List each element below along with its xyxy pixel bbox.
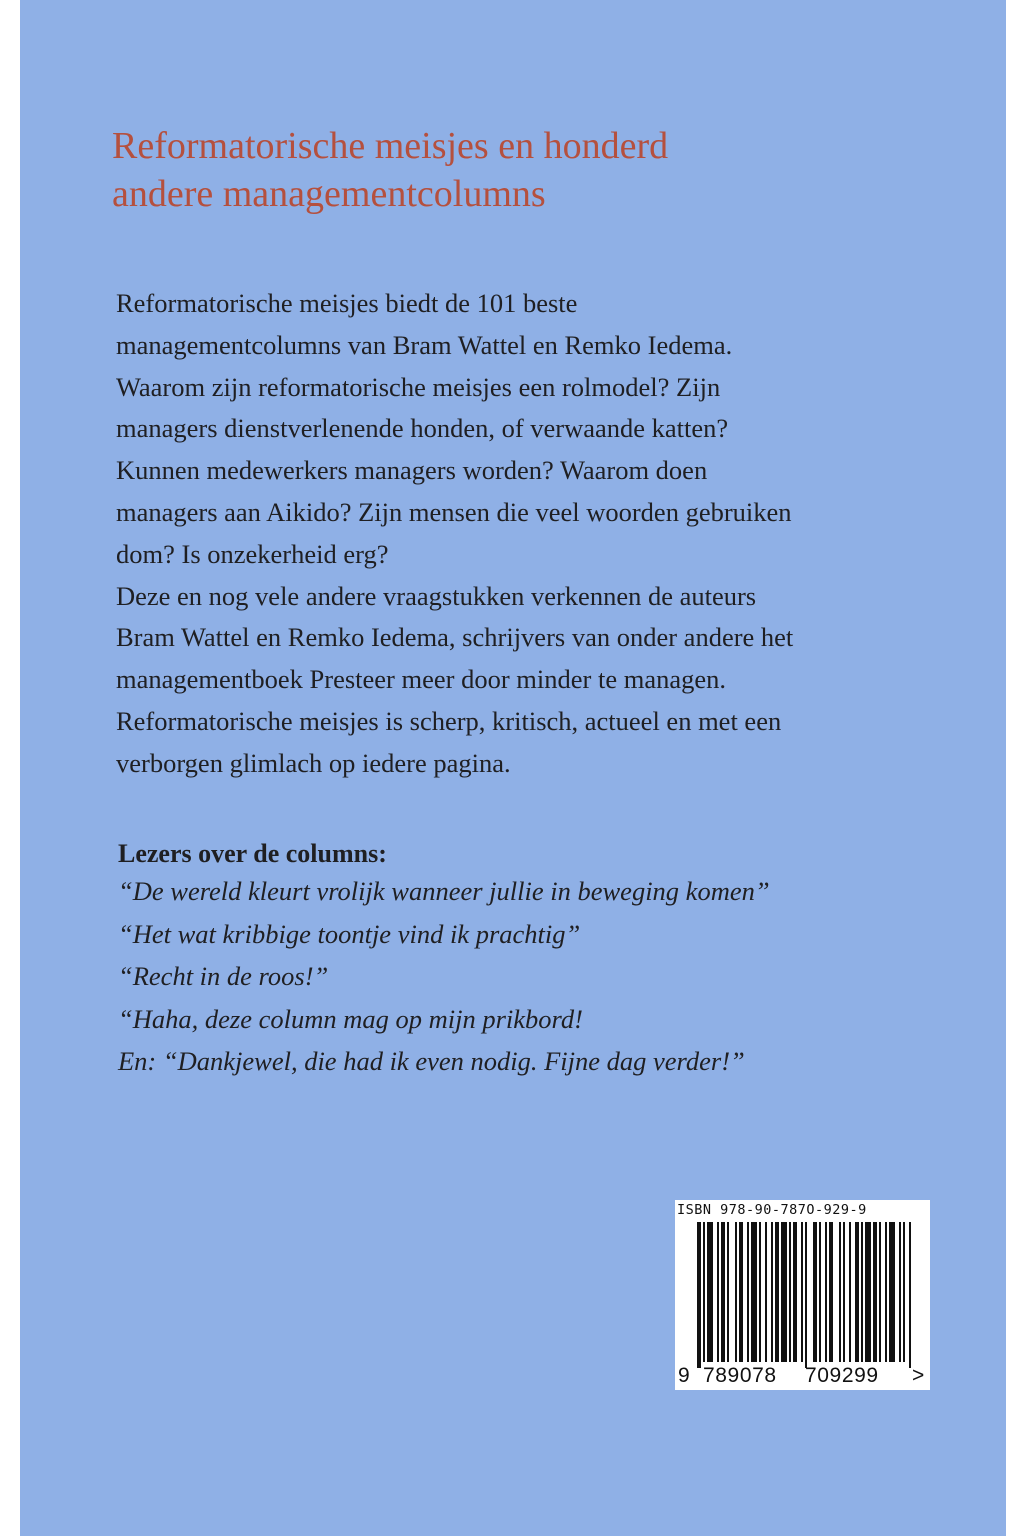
barcode-bar — [903, 1222, 905, 1362]
barcode-bar — [775, 1222, 779, 1362]
reader-quotes-list — [118, 870, 770, 1083]
blurb-line: Kunnen medewerkers managers worden? Waarom doen — [116, 455, 708, 486]
barcode-bar — [813, 1222, 817, 1362]
barcode-bar — [707, 1222, 713, 1362]
barcode-bar — [825, 1222, 827, 1362]
book-title — [112, 122, 932, 218]
barcode-bar — [789, 1222, 791, 1362]
barcode-bar — [751, 1222, 757, 1362]
barcode-digit-first: 9 — [678, 1364, 690, 1387]
barcode-bar — [829, 1222, 833, 1362]
book-back-cover — [20, 0, 1006, 1536]
barcode-digit-group: 789078 — [703, 1364, 777, 1387]
barcode-bar — [839, 1222, 841, 1362]
readers-heading: Lezers over de columns: — [118, 839, 387, 868]
barcode-bar — [889, 1222, 895, 1362]
title-line: andere managementcolumns — [112, 173, 546, 215]
blurb-line: managementcolumns van Bram Wattel en Remko Iedema. — [116, 329, 733, 360]
barcode-arrow: > — [912, 1364, 925, 1387]
barcode-bar — [759, 1222, 761, 1362]
barcode-bar — [765, 1222, 767, 1362]
barcode-bar — [739, 1222, 743, 1362]
barcode-bar — [793, 1222, 797, 1362]
blurb-line: managementboek Presteer meer door minder te managen. — [116, 664, 726, 695]
barcode-bar — [849, 1222, 851, 1362]
barcode-bar — [727, 1222, 729, 1362]
isbn-barcode — [675, 1200, 930, 1390]
reader-quote: “De wereld kleurt vrolijk wanneer jullie in beweging komen” — [118, 876, 770, 906]
blurb-line: Reformatorische meisjes is scherp, kritisch, actueel en met een — [116, 705, 782, 736]
reader-quote: “Haha, deze column mag op mijn prikbord! — [118, 1003, 583, 1034]
blurb-line: Reformatorische meisjes biedt de 101 beste — [116, 288, 578, 318]
barcode-bar — [703, 1222, 705, 1362]
blurb-line: verborgen glimlach op iedere pagina. — [116, 747, 511, 778]
barcode-bar — [697, 1222, 701, 1368]
barcode-bar — [781, 1222, 787, 1362]
barcode-bar — [771, 1222, 773, 1362]
barcode-bar — [717, 1222, 719, 1362]
reader-quote: “Het wat kribbige toontje vind ik prachtig” — [118, 918, 581, 949]
barcode-bar — [865, 1222, 871, 1362]
barcode-bar — [819, 1222, 821, 1362]
barcode-bars-icon — [675, 1220, 930, 1370]
barcode-bar — [721, 1222, 725, 1362]
barcode-bar — [899, 1222, 901, 1362]
blurb-line: Bram Wattel en Remko Iedema, schrijvers van onder andere het — [116, 622, 794, 653]
reader-quote: En: “Dankjewel, die had ik even nodig. Fijne dag verder!” — [118, 1046, 745, 1076]
barcode-bar — [805, 1222, 807, 1368]
isbn-label: ISBN 978-90-787O-929-9 — [677, 1202, 867, 1218]
barcode-bar — [879, 1222, 881, 1362]
blurb-line: Waarom zijn reformatorische meisjes een rolmodel? Zijn — [116, 371, 721, 402]
barcode-bar — [873, 1222, 877, 1362]
barcode-bar — [861, 1222, 863, 1362]
barcode-bar — [909, 1222, 911, 1368]
blurb-text — [116, 283, 946, 785]
barcode-bar — [801, 1222, 803, 1362]
barcode-bar — [855, 1222, 859, 1362]
title-line: Reformatorische meisjes en honderd — [112, 125, 669, 167]
barcode-bar — [843, 1222, 845, 1362]
blurb-line: Deze en nog vele andere vraagstukken verkennen de auteurs — [116, 580, 757, 611]
barcode-bar — [885, 1222, 887, 1362]
blurb-line: dom? Is onzekerheid erg? — [116, 538, 389, 569]
barcode-bar — [747, 1222, 749, 1362]
barcode-bar — [735, 1222, 737, 1362]
reader-quote: “Recht in de roos!” — [118, 961, 329, 991]
barcode-digit-group: 709299 — [805, 1364, 879, 1387]
blurb-line: managers aan Aikido? Zijn mensen die veel woorden gebruiken — [116, 496, 792, 527]
blurb-line: managers dienstverlenende honden, of verwaande katten? — [116, 413, 729, 444]
